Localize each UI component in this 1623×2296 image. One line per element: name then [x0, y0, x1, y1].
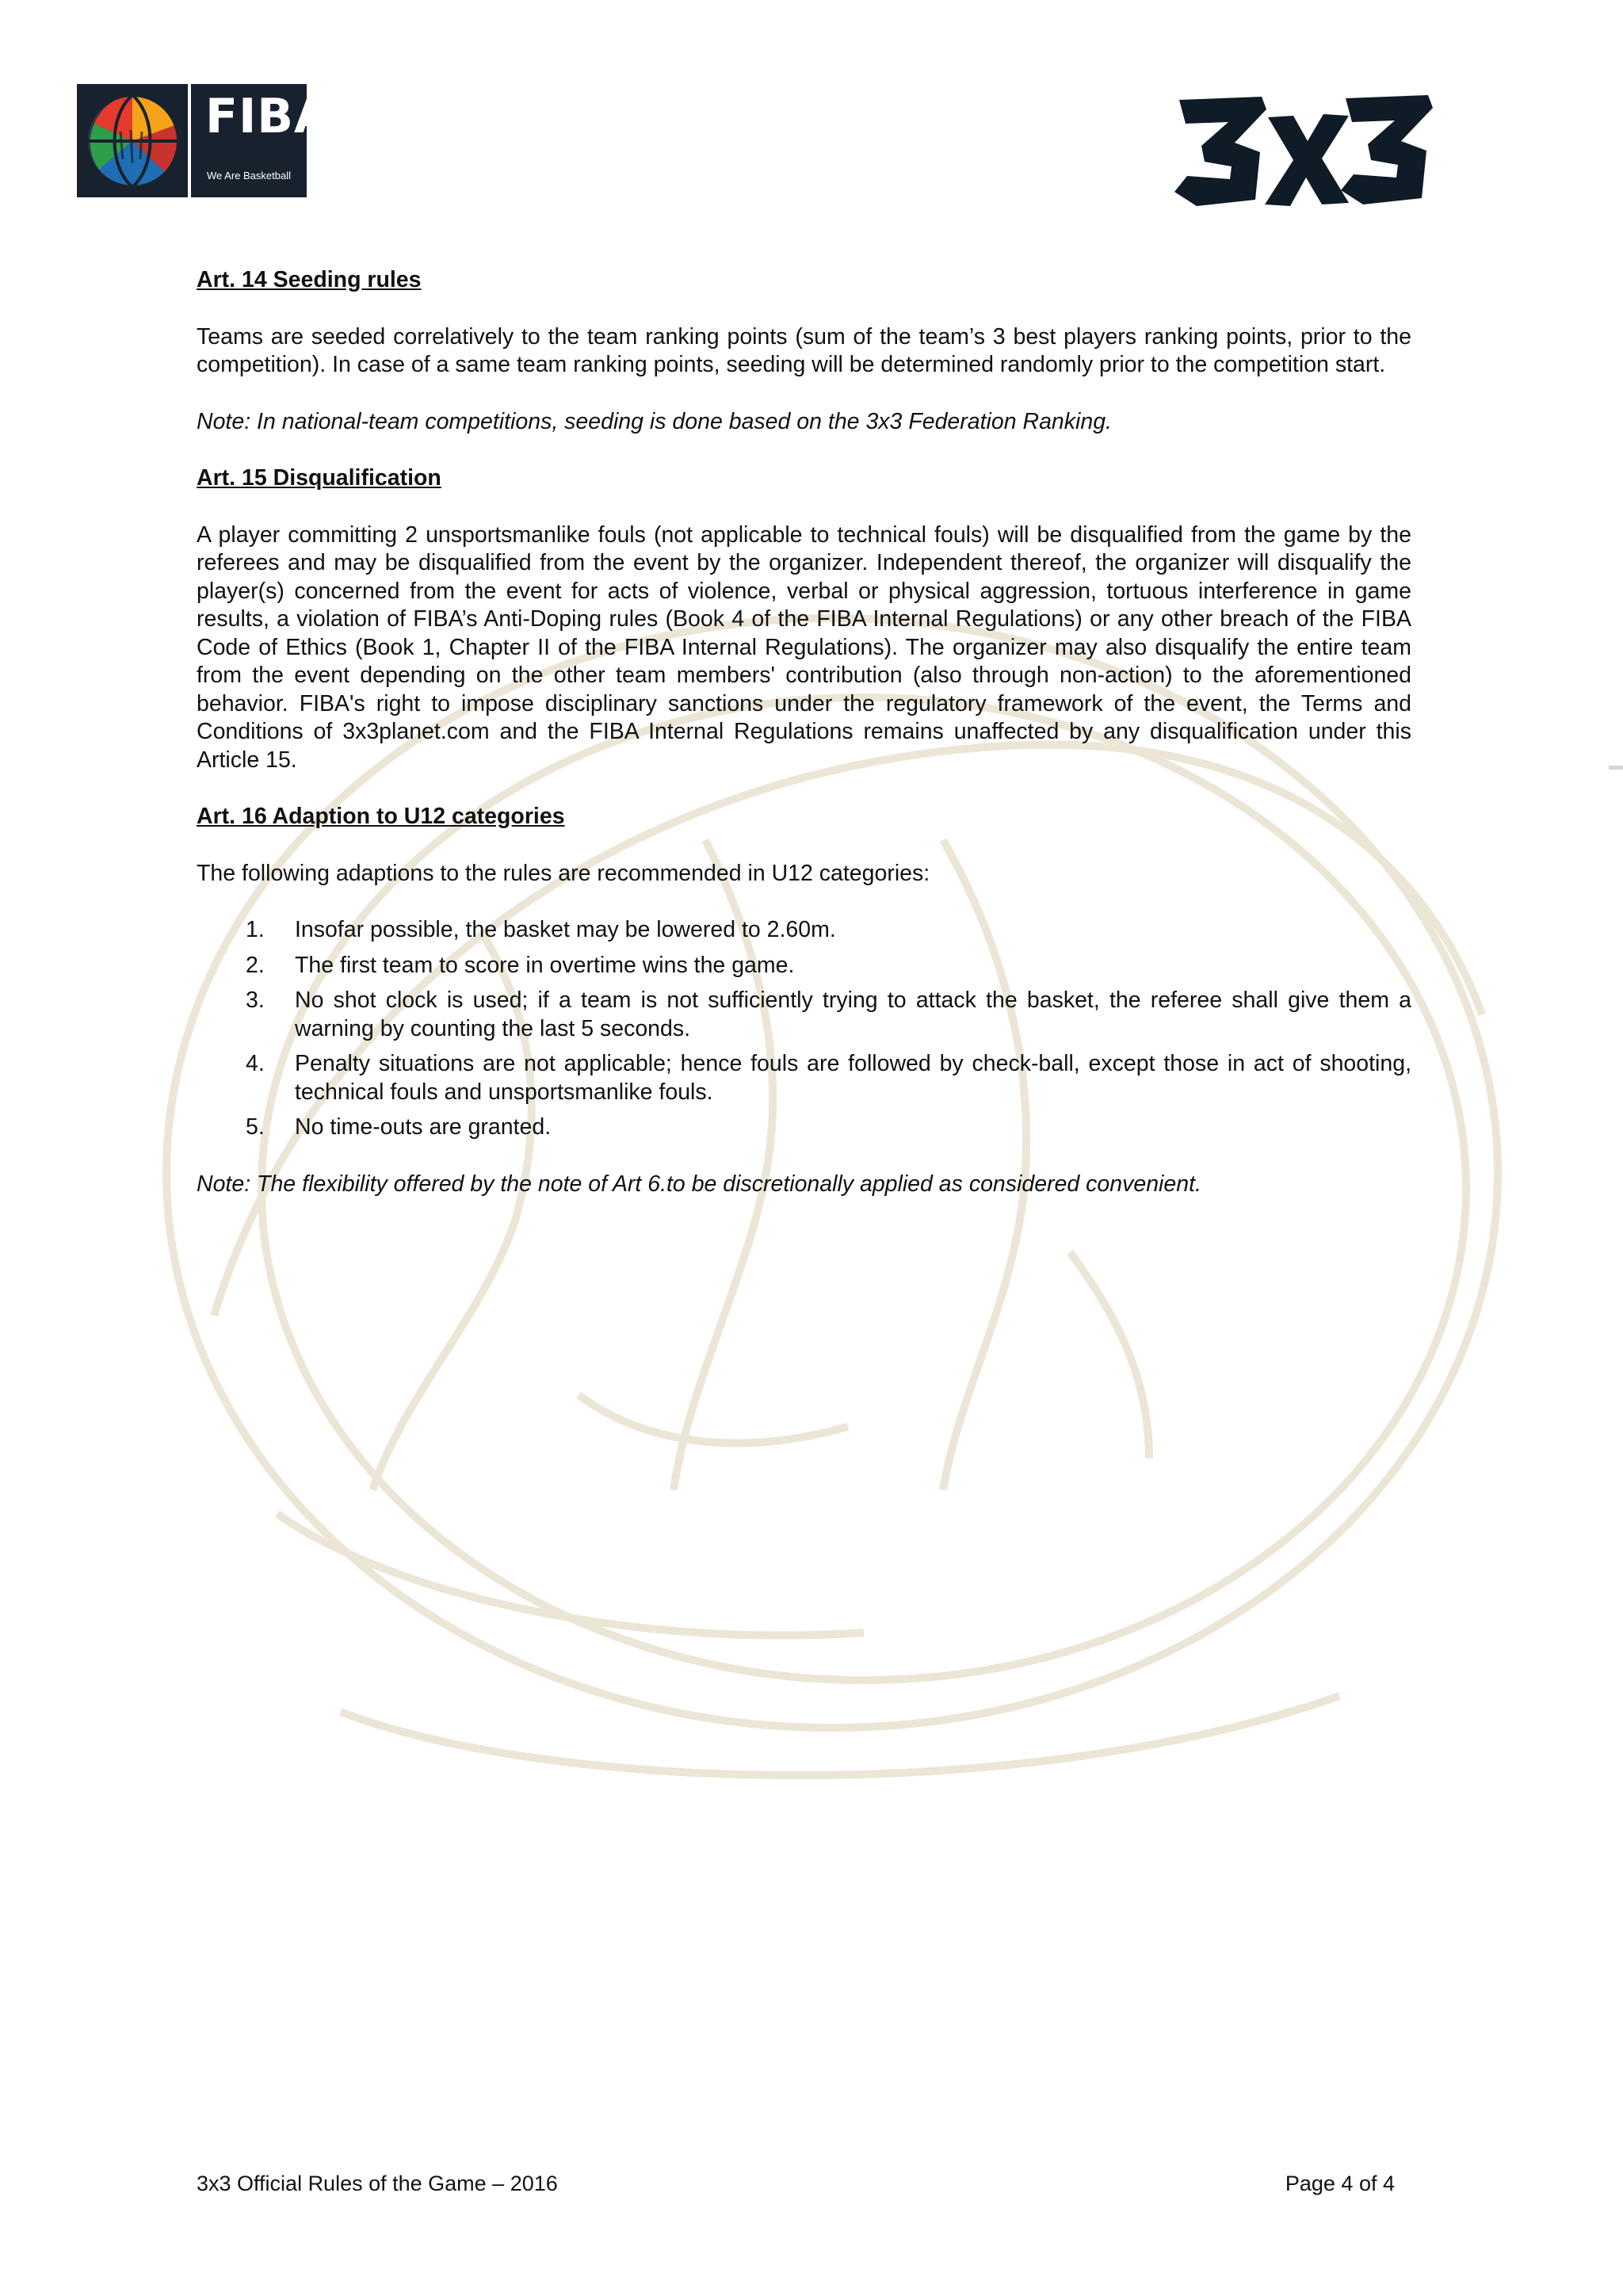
list-item: [246, 1050, 1411, 1106]
document-body: [197, 266, 1411, 1227]
fiba-wordmark: FIBA: [205, 89, 332, 144]
list-item-text: The first team to score in overtime wins the game.: [295, 952, 795, 978]
list-item-text: No shot clock is used; if a team is not sufficiently trying to attack the basket, the referee shall give them a warning by counting the last 5 seconds.: [295, 988, 1411, 1041]
list-item-number: 1.: [246, 917, 265, 942]
section-paragraph: Teams are seeded correlatively to the team ranking points (sum of the team’s 3 best players ranking points, prior to the competition). In case of a same team ranking points, seeding will be determined randomly prior to the competition start.: [197, 323, 1411, 377]
page-number: Page 4 of 4: [1285, 2172, 1395, 2195]
footer-title: 3x3 Official Rules of the Game – 2016: [197, 2172, 558, 2195]
list-item-number: 5.: [246, 1114, 265, 1140]
fiba-tagline: We Are Basketball: [207, 170, 291, 181]
basketball-icon: [77, 84, 188, 197]
section-heading: Art. 14 Seeding rules: [197, 267, 422, 292]
section-note: Note: In national-team competitions, seeding is done based on the 3x3 Federation Ranking.: [197, 408, 1112, 434]
list-item: [246, 987, 1411, 1043]
list-item-text: Insofar possible, the basket may be lowered to 2.60m.: [295, 917, 836, 942]
edge-mark: [1609, 766, 1623, 770]
section-paragraph: A player committing 2 unsportsmanlike fouls (not applicable to technical fouls) will be disqualified from the game by the referees and may be disqualified from the event by the organizer. Independent thereof, the organizer will disqualify the player(s) concerned from the event for acts of violence, verbal or physical aggression, tortuous interference in game results, a violation of FIBA’s Anti-Doping rules (Book 4 of the FIBA Internal Regulations) or any other breach of the FIBA Code of Ethics (Book 1, Chapter II of the FIBA Internal Regulations). The organizer may also disqualify the entire team from the event depending on the other team members' contribution (also through non-action) to the aforementioned behavior. FIBA's right to impose disciplinary sanctions under the regulatory framework of the event, the Terms and Conditions of 3x3planet.com and the FIBA Internal Regulations remains unaffected by any disqualification under this Article 15.: [197, 521, 1411, 773]
section-heading: Art. 15 Disqualification: [197, 465, 441, 491]
list-item: [246, 952, 1411, 980]
list-item: [246, 916, 1411, 945]
fiba-logo-text: [191, 84, 332, 197]
list-item-number: 2.: [246, 952, 265, 978]
list-item-text: No time-outs are granted.: [295, 1114, 552, 1140]
section-heading: Art. 16 Adaption to U12 categories: [197, 804, 565, 829]
list-item-text: Penalty situations are not applicable; hence fouls are followed by check-ball, except those in act of shooting, technical fouls and unsportsmanlike fouls.: [295, 1051, 1411, 1105]
numbered-list: [197, 916, 1411, 1142]
fiba-logo: [77, 84, 332, 197]
list-item-number: 4.: [246, 1051, 265, 1076]
list-item: [246, 1114, 1411, 1142]
3x3-logo: [1173, 94, 1434, 209]
list-item-number: 3.: [246, 988, 265, 1013]
section-note: Note: The flexibility offered by the note of Art 6.to be discretionally applied as considered convenient.: [197, 1171, 1201, 1197]
section-intro: The following adaptions to the rules are recommended in U12 categories:: [197, 860, 930, 886]
